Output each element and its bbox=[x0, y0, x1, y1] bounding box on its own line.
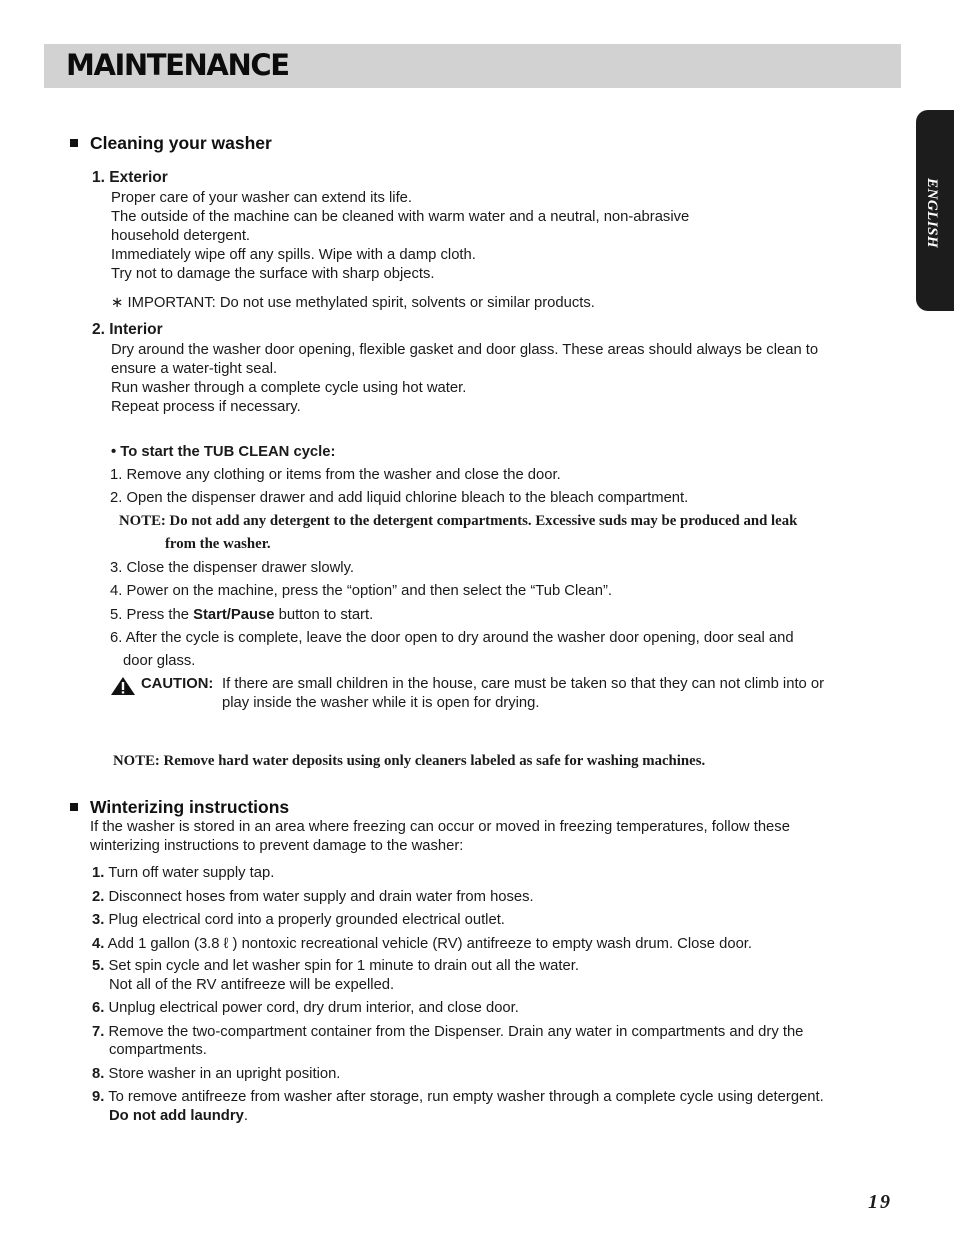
winter-step: 6. Unplug electrical power cord, dry drum interior, and close door. bbox=[92, 1000, 519, 1016]
caution-text: If there are small children in the house, care must be taken so that they can not climb into or bbox=[222, 676, 825, 692]
important-note: ∗ IMPORTANT: Do not use methylated spirit, solvents or similar products. bbox=[111, 295, 595, 311]
winter-step: 5. Set spin cycle and let washer spin for 1 minute to drain out all the water. bbox=[92, 958, 579, 974]
warning-triangle-icon bbox=[110, 676, 136, 696]
exterior-line: household detergent. bbox=[111, 228, 251, 244]
exterior-line: Try not to damage the surface with sharp objects. bbox=[111, 266, 435, 282]
interior-line: ensure a water-tight seal. bbox=[111, 361, 278, 377]
winter-step-continued: Not all of the RV antifreeze will be expelled. bbox=[109, 977, 395, 993]
winter-step-continued: compartments. bbox=[109, 1042, 207, 1058]
winter-step: 7. Remove the two-compartment container from the Dispenser. Drain any water in compartments and dry the bbox=[92, 1024, 804, 1040]
tub-clean-step: door glass. bbox=[123, 653, 196, 669]
tub-clean-step: 1. Remove any clothing or items from the washer and close the door. bbox=[110, 467, 561, 483]
language-tab-label: ENGLISH bbox=[924, 178, 940, 249]
tub-clean-step: 5. Press the Start/Pause button to start. bbox=[110, 607, 374, 623]
exterior-line: Immediately wipe off any spills. Wipe with a damp cloth. bbox=[111, 247, 476, 263]
winter-step: 4. Add 1 gallon (3.8 ℓ ) nontoxic recreational vehicle (RV) antifreeze to empty wash drum. Close door. bbox=[92, 936, 753, 952]
detergent-note: from the washer. bbox=[165, 536, 271, 552]
tub-clean-step: 4. Power on the machine, press the “option” and then select the “Tub Clean”. bbox=[110, 583, 613, 599]
exterior-line: Proper care of your washer can extend its life. bbox=[111, 190, 413, 206]
interior-line: Run washer through a complete cycle using hot water. bbox=[111, 380, 467, 396]
winter-step: 9. To remove antifreeze from washer after storage, run empty washer through a complete cycle using detergent. bbox=[92, 1089, 824, 1105]
winter-step: 2. Disconnect hoses from water supply and drain water from hoses. bbox=[92, 889, 534, 905]
winterizing-heading: Winterizing instructions bbox=[70, 797, 289, 818]
square-bullet-icon bbox=[70, 139, 78, 147]
caution-text: play inside the washer while it is open for drying. bbox=[222, 695, 540, 711]
winter-step: 1. Turn off water supply tap. bbox=[92, 865, 275, 881]
page-number: 19 bbox=[868, 1191, 892, 1213]
exterior-heading: 1. Exterior bbox=[92, 169, 168, 186]
interior-line: Repeat process if necessary. bbox=[111, 399, 301, 415]
header-bar bbox=[44, 44, 901, 88]
caution-label: CAUTION: bbox=[141, 676, 214, 692]
tub-clean-step: 6. After the cycle is complete, leave the door open to dry around the washer door opening, door seal and bbox=[110, 630, 794, 646]
winter-step-continued: Do not add laundry. bbox=[109, 1108, 248, 1124]
detergent-note: NOTE: Do not add any detergent to the detergent compartments. Excessive suds may be produced and leak bbox=[119, 513, 798, 529]
winter-step: 3. Plug electrical cord into a properly grounded electrical outlet. bbox=[92, 912, 505, 928]
winterizing-intro: If the washer is stored in an area where freezing can occur or moved in freezing temperatures, follow these bbox=[90, 819, 790, 835]
interior-line: Dry around the washer door opening, flexible gasket and door glass. These areas should always be clean to bbox=[111, 342, 819, 358]
tub-clean-step: 3. Close the dispenser drawer slowly. bbox=[110, 560, 354, 576]
tub-clean-step: 2. Open the dispenser drawer and add liquid chlorine bleach to the bleach compartment. bbox=[110, 490, 689, 506]
winter-step: 8. Store washer in an upright position. bbox=[92, 1066, 341, 1082]
tub-clean-heading: • To start the TUB CLEAN cycle: bbox=[111, 444, 336, 460]
square-bullet-icon bbox=[70, 803, 78, 811]
winterizing-intro: winterizing instructions to prevent damage to the washer: bbox=[90, 838, 464, 854]
language-tab bbox=[916, 110, 954, 311]
exterior-line: The outside of the machine can be cleaned with warm water and a neutral, non-abrasive bbox=[111, 209, 690, 225]
cleaning-heading: Cleaning your washer bbox=[70, 133, 272, 154]
page-title: MAINTENANCE bbox=[66, 48, 289, 82]
interior-heading: 2. Interior bbox=[92, 321, 163, 338]
hard-water-note: NOTE: Remove hard water deposits using only cleaners labeled as safe for washing machines. bbox=[113, 753, 706, 769]
